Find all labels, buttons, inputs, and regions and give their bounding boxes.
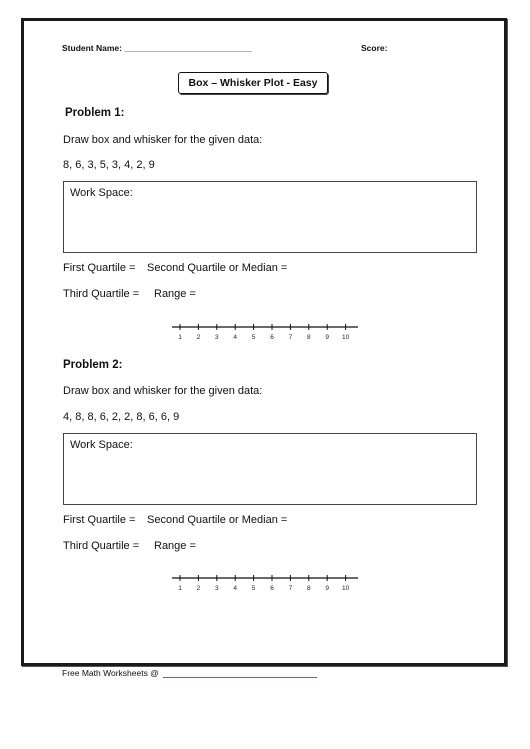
problem-1-median: Second Quartile or Median = [147,262,288,274]
score-label: Score: [361,43,388,53]
number-line-tick-label: 6 [270,334,274,341]
number-line-tick-label: 3 [214,585,219,592]
problem-2-range: Range = [154,540,196,552]
number-line-tick-label: 5 [251,585,256,592]
problem-2-instruction: Draw box and whisker for the given data: [63,385,263,397]
workspace-label: Work Space: [70,187,133,199]
number-line-tick-label: 3 [214,334,219,341]
problem-1-instruction: Draw box and whisker for the given data: [63,134,263,146]
number-line-tick-label: 2 [196,585,201,592]
problem-2-first-quartile: First Quartile = [63,514,136,526]
footer-link[interactable] [163,677,317,678]
problem-1-third-quartile: Third Quartile = [63,288,140,300]
number-line-tick-label: 9 [325,585,330,592]
number-line-tick-label: 8 [306,585,311,592]
problem-2-number-line [170,573,360,593]
student-name-label: Student Name: ___________________________ [62,43,252,53]
workspace-label: Work Space: [70,439,133,451]
number-line-tick-label: 10 [341,334,350,341]
number-line-tick-label: 6 [270,585,274,592]
problem-1-first-quartile: First Quartile = [63,262,136,274]
number-line-tick-label: 8 [306,334,311,341]
number-line-tick-label: 2 [196,334,201,341]
worksheet-title: Box – Whisker Plot - Easy [178,72,328,94]
problem-2-third-quartile: Third Quartile = [63,540,140,552]
number-line-tick-label: 4 [233,334,238,341]
number-line-tick-label: 1 [178,334,182,341]
problem-1-workspace[interactable] [63,181,477,253]
problem-1-data: 8, 6, 3, 5, 3, 4, 2, 9 [63,159,155,171]
number-line-tick-label: 5 [251,334,256,341]
number-line-tick-label: 1 [178,585,182,592]
footer-label: Free Math Worksheets @ [62,668,159,678]
number-line-tick-label: 7 [288,585,293,592]
problem-1-range: Range = [154,288,196,300]
problem-1-title: Problem 1: [65,107,125,119]
problem-2-median: Second Quartile or Median = [147,514,288,526]
number-line-tick-label: 4 [233,585,238,592]
problem-2-data: 4, 8, 8, 6, 2, 2, 8, 6, 6, 9 [63,411,180,423]
number-line-tick-label: 7 [288,334,293,341]
problem-2-workspace[interactable] [63,433,477,505]
problem-2-title: Problem 2: [63,359,123,371]
number-line-tick-label: 10 [341,585,350,592]
problem-1-number-line [170,322,360,342]
number-line-tick-label: 9 [325,334,330,341]
